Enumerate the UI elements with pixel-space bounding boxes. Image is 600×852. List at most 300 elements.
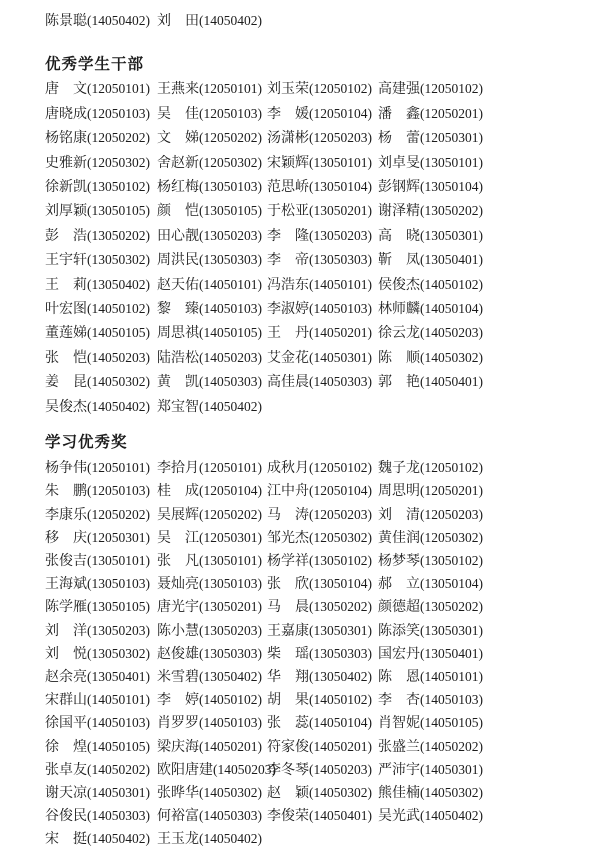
student-name: 陈景聪 (45, 14, 87, 29)
student-id: (14050303) (199, 374, 262, 390)
student-name: 唐 文 (45, 82, 87, 98)
award-entry (45, 77, 157, 101)
student-id: (14050302) (420, 349, 483, 365)
award-entry (267, 77, 378, 101)
student-id: (14050105) (87, 325, 150, 341)
student-id: (12050103) (87, 105, 150, 121)
award-entry (45, 224, 157, 248)
student-id: (14050201) (309, 738, 372, 754)
student-name: 舍赵新 (157, 155, 199, 171)
award-entry (157, 297, 267, 321)
award-entry (157, 550, 267, 573)
award-entry (267, 370, 378, 394)
award-entry (45, 620, 157, 643)
award-entry (378, 573, 582, 596)
student-name: 吴光武 (378, 809, 420, 825)
student-name: 柴 瑶 (267, 646, 309, 662)
award-entry (378, 596, 582, 619)
award-entry (378, 151, 582, 175)
award-entry (378, 346, 582, 370)
student-id: (14050105) (420, 715, 483, 731)
award-entry (45, 248, 157, 272)
student-id: (14050302) (199, 784, 262, 800)
award-entry (45, 321, 157, 345)
award-entry (267, 175, 378, 199)
student-id: (12050301) (420, 130, 483, 146)
student-name: 刘 清 (378, 507, 420, 523)
student-id: (14050203) (87, 349, 150, 365)
student-id: (12050103) (199, 105, 262, 121)
student-name: 林师麟 (378, 302, 420, 318)
student-name: 王玉龙 (157, 832, 199, 848)
student-name: 胡 果 (267, 693, 309, 709)
student-name: 赵俊雄 (157, 646, 199, 662)
student-name: 高建强 (378, 82, 420, 98)
student-id: (13050104) (309, 576, 372, 592)
award-entry (267, 346, 378, 370)
student-id: (13050402) (309, 668, 372, 684)
award-entry (378, 457, 582, 480)
student-id: (13050303) (199, 645, 262, 661)
award-entry (378, 805, 582, 828)
student-id: (14050103) (199, 715, 262, 731)
award-entry (45, 175, 157, 199)
award-entry (157, 805, 267, 828)
student-name: 徐国平 (45, 716, 87, 732)
student-name: 朱 鹏 (45, 484, 87, 500)
student-name: 宋颖辉 (267, 155, 309, 171)
student-id: (14050104) (309, 715, 372, 731)
student-id: (13050201) (309, 203, 372, 219)
student-name: 张 蕊 (267, 716, 309, 732)
student-name: 周洪民 (157, 253, 199, 269)
student-id: (13050104) (420, 179, 483, 195)
student-name: 李 媛 (267, 106, 309, 122)
student-name: 高 晓 (378, 228, 420, 244)
student-id: (14050103) (420, 692, 483, 708)
student-id: (13050402) (87, 276, 150, 292)
student-name: 黄 凯 (157, 375, 199, 391)
student-name: 李淑婷 (267, 302, 309, 318)
award-entry (378, 102, 582, 126)
student-id: (12050302) (420, 529, 483, 545)
student-name: 叶宏图 (45, 302, 87, 318)
student-id: (13050102) (87, 179, 150, 195)
student-id: (13050401) (420, 645, 483, 661)
student-id: (12050202) (87, 130, 150, 146)
student-name: 唐光宇 (157, 600, 199, 616)
student-name: 董莲娣 (45, 326, 87, 342)
award-entry (157, 102, 267, 126)
section-title-outstanding-student-cadres: 优秀学生干部 (45, 56, 145, 74)
student-name: 华 翔 (267, 669, 309, 685)
student-id: (14050303) (87, 808, 150, 824)
student-id: (14050102) (309, 692, 372, 708)
student-name: 张盛兰 (378, 739, 420, 755)
student-id: (13050104) (309, 179, 372, 195)
student-id: (13050102) (309, 552, 372, 568)
award-entry (45, 805, 157, 828)
student-id: (13050302) (87, 645, 150, 661)
award-entry (157, 126, 267, 150)
student-name: 谢泽精 (378, 204, 420, 220)
student-name: 徐 煌 (45, 739, 87, 755)
student-id: (12050103) (87, 483, 150, 499)
student-name: 彭钢辉 (378, 180, 420, 196)
student-id: (12050203) (309, 130, 372, 146)
student-id: (14050202) (87, 761, 150, 777)
student-name: 高佳晨 (267, 375, 309, 391)
award-entry (45, 126, 157, 150)
student-name: 颜德超 (378, 600, 420, 616)
student-name: 李 帝 (267, 253, 309, 269)
award-entry (45, 596, 157, 619)
student-id: (12050101) (199, 81, 262, 97)
cadres-entries-grid (45, 77, 582, 419)
student-id: (12050101) (87, 81, 150, 97)
student-name: 李拾月 (157, 461, 199, 477)
student-id: (14050301) (420, 761, 483, 777)
student-id: (12050202) (199, 506, 262, 522)
award-entry (267, 643, 378, 666)
award-entry (267, 457, 378, 480)
award-entry (157, 620, 267, 643)
student-name: 李 杏 (378, 693, 420, 709)
student-name: 陈 恩 (378, 669, 420, 685)
award-entry (45, 527, 157, 550)
student-name: 周思祺 (157, 326, 199, 342)
award-entry (45, 573, 157, 596)
student-id: (14050101) (87, 692, 150, 708)
award-entry (378, 480, 582, 503)
award-entry (378, 782, 582, 805)
award-entry (45, 550, 157, 573)
award-entry (45, 370, 157, 394)
student-id: (12050202) (87, 506, 150, 522)
student-name: 李康乐 (45, 507, 87, 523)
award-entry (157, 596, 267, 619)
award-entry (378, 643, 582, 666)
student-name: 刘卓旻 (378, 155, 420, 171)
student-name: 郭 艳 (378, 375, 420, 391)
student-id: (14050302) (309, 784, 372, 800)
student-name: 冯浩东 (267, 277, 309, 293)
student-id: (13050303) (309, 252, 372, 268)
award-entry (378, 689, 582, 712)
student-name: 王 莉 (45, 277, 87, 293)
student-id: (14050103) (199, 301, 262, 317)
student-id: (14050104) (420, 301, 483, 317)
award-entry (267, 102, 378, 126)
award-entry (267, 596, 378, 619)
student-id: (14050105) (87, 738, 150, 754)
student-name: 陆浩松 (157, 350, 199, 366)
student-id: (14050301) (87, 784, 150, 800)
student-id: (13050301) (420, 622, 483, 638)
student-name: 梁庆海 (157, 739, 199, 755)
section-outstanding-student-cadres (45, 56, 582, 419)
student-name: 范思峤 (267, 180, 309, 196)
student-id: (14050102) (420, 276, 483, 292)
student-id: (14050102) (199, 692, 262, 708)
student-id: (13050101) (87, 552, 150, 568)
award-entry (267, 504, 378, 527)
student-id: (14050402) (87, 13, 150, 28)
student-id: (12050104) (309, 105, 372, 121)
award-entry (267, 805, 378, 828)
award-entry (45, 9, 157, 33)
student-name: 马 涛 (267, 507, 309, 523)
student-name: 肖罗罗 (157, 716, 199, 732)
student-id: (14050203) (309, 761, 372, 777)
student-name: 杨争伟 (45, 461, 87, 477)
award-entry (45, 346, 157, 370)
award-entry (157, 736, 267, 759)
award-entry (157, 782, 267, 805)
continuation-row (45, 9, 582, 33)
student-name: 郑宝智 (157, 399, 199, 415)
student-name: 艾金花 (267, 350, 309, 366)
award-entry (45, 504, 157, 527)
award-entry (267, 273, 378, 297)
student-name: 江中舟 (267, 484, 309, 500)
award-entry (378, 248, 582, 272)
award-entry (157, 573, 267, 596)
student-name: 潘 鑫 (378, 106, 420, 122)
award-entry (45, 759, 157, 782)
student-name: 周思明 (378, 484, 420, 500)
student-id: (13050201) (199, 599, 262, 615)
student-id: (12050202) (199, 130, 262, 146)
student-name: 唐晓成 (45, 106, 87, 122)
student-name: 陈添笑 (378, 623, 420, 639)
student-name: 杨学祥 (267, 553, 309, 569)
student-name: 李俊荣 (267, 809, 309, 825)
student-id: (14050202) (420, 738, 483, 754)
student-id: (13050301) (309, 622, 372, 638)
student-name: 张 欣 (267, 577, 309, 593)
student-id: (13050303) (309, 645, 372, 661)
student-id: (13050203) (199, 227, 262, 243)
student-id: (13050202) (420, 203, 483, 219)
award-entry (378, 297, 582, 321)
section-title-academic-excellence-award: 学习优秀奖 (45, 434, 128, 452)
award-entry (378, 273, 582, 297)
award-entry (267, 736, 378, 759)
award-entry (267, 689, 378, 712)
award-entry (45, 273, 157, 297)
student-name: 靳 凤 (378, 253, 420, 269)
student-name: 刘 悦 (45, 646, 87, 662)
award-entry (45, 480, 157, 503)
student-name: 王海斌 (45, 577, 87, 593)
student-name: 颜 恺 (157, 204, 199, 220)
student-id: (14050103) (309, 301, 372, 317)
student-name: 张卓友 (45, 762, 87, 778)
award-entry (267, 527, 378, 550)
student-id: (14050105) (199, 325, 262, 341)
award-entry (378, 759, 582, 782)
award-entry (45, 712, 157, 735)
student-name: 杨 蕾 (378, 131, 420, 147)
student-id: (13050101) (199, 552, 262, 568)
student-name: 徐云龙 (378, 326, 420, 342)
student-id: (12050101) (199, 460, 262, 476)
student-id: (14050402) (420, 808, 483, 824)
award-entry (267, 126, 378, 150)
student-id: (14050303) (199, 808, 262, 824)
student-id: (13050401) (87, 668, 150, 684)
student-id: (13050103) (199, 179, 262, 195)
student-id: (14050101) (199, 276, 262, 292)
student-id: (14050402) (199, 831, 262, 847)
student-name: 陈学雁 (45, 600, 87, 616)
award-entry (267, 712, 378, 735)
award-entry (267, 297, 378, 321)
student-name: 杨红梅 (157, 180, 199, 196)
student-id: (12050102) (309, 460, 372, 476)
student-id: (14050401) (309, 808, 372, 824)
student-id: (13050303) (199, 252, 262, 268)
student-id: (13050301) (420, 227, 483, 243)
award-entry (378, 550, 582, 573)
student-id: (14050203) (213, 761, 276, 777)
award-entry (267, 550, 378, 573)
award-entry (267, 620, 378, 643)
award-entry (378, 175, 582, 199)
award-entry (267, 199, 378, 223)
award-entry (378, 620, 582, 643)
student-id: (14050402) (87, 398, 150, 414)
student-id: (13050203) (309, 227, 372, 243)
student-id: (13050104) (420, 576, 483, 592)
award-entry (157, 321, 267, 345)
award-entry (378, 126, 582, 150)
student-name: 邹光杰 (267, 530, 309, 546)
award-entry (157, 689, 267, 712)
student-id: (14050302) (87, 374, 150, 390)
award-entry (157, 527, 267, 550)
student-id: (14050401) (420, 374, 483, 390)
award-entry (378, 321, 582, 345)
student-id: (13050101) (420, 154, 483, 170)
award-entry (45, 457, 157, 480)
award-entry (45, 102, 157, 126)
award-entry (267, 224, 378, 248)
award-entry (157, 273, 267, 297)
student-id: (13050202) (309, 599, 372, 615)
student-id: (12050302) (87, 154, 150, 170)
student-name: 姜 昆 (45, 375, 87, 391)
student-name: 肖智妮 (378, 716, 420, 732)
student-id: (12050102) (420, 460, 483, 476)
student-name: 田心靓 (157, 228, 199, 244)
award-entry (267, 480, 378, 503)
award-entry (157, 346, 267, 370)
student-name: 谢天凉 (45, 785, 87, 801)
student-id: (12050102) (420, 81, 483, 97)
student-id: (12050104) (199, 483, 262, 499)
student-id: (14050201) (309, 325, 372, 341)
award-entry (157, 199, 267, 223)
student-name: 李 婷 (157, 693, 199, 709)
student-id: (14050402) (199, 13, 262, 28)
student-name: 欧阳唐建 (157, 762, 213, 778)
student-id: (12050201) (420, 105, 483, 121)
award-entry (157, 151, 267, 175)
student-id: (13050103) (199, 576, 262, 592)
student-id: (12050301) (87, 529, 150, 545)
student-name: 桂 成 (157, 484, 199, 500)
award-entry (378, 527, 582, 550)
award-entry (45, 782, 157, 805)
student-name: 陈小慧 (157, 623, 199, 639)
award-entry (267, 666, 378, 689)
student-name: 于松亚 (267, 204, 309, 220)
award-entry (378, 736, 582, 759)
student-name: 徐新凯 (45, 180, 87, 196)
student-id: (13050401) (420, 252, 483, 268)
award-entry (45, 395, 157, 419)
award-entry (378, 504, 582, 527)
award-entry (157, 643, 267, 666)
award-entry (157, 666, 267, 689)
student-id: (12050203) (309, 506, 372, 522)
excellence-entries-grid (45, 457, 582, 851)
student-name: 张晔华 (157, 785, 199, 801)
award-entry (157, 224, 267, 248)
student-name: 成秋月 (267, 461, 309, 477)
award-entry (378, 199, 582, 223)
student-id: (14050402) (87, 831, 150, 847)
student-name: 史雅新 (45, 155, 87, 171)
student-name: 王宇轩 (45, 253, 87, 269)
student-name: 彭 浩 (45, 228, 87, 244)
student-id: (13050101) (309, 154, 372, 170)
student-id: (13050302) (87, 252, 150, 268)
award-entry (267, 573, 378, 596)
student-id: (13050102) (420, 552, 483, 568)
student-id: (14050402) (199, 398, 262, 414)
student-id: (12050102) (309, 81, 372, 97)
award-entry (45, 666, 157, 689)
student-id: (14050203) (199, 349, 262, 365)
student-name: 赵天佑 (157, 277, 199, 293)
award-entry (157, 395, 267, 419)
student-name: 米雪碧 (157, 669, 199, 685)
student-name: 刘 洋 (45, 623, 87, 639)
student-name: 刘 田 (157, 14, 199, 29)
student-name: 赵 颖 (267, 785, 309, 801)
student-id: (13050105) (87, 203, 150, 219)
student-name: 张 凡 (157, 553, 199, 569)
student-name: 熊佳楠 (378, 785, 420, 801)
student-name: 张俊吉 (45, 553, 87, 569)
award-entry (378, 712, 582, 735)
student-name: 赵余亮 (45, 669, 87, 685)
student-name: 宋群山 (45, 693, 87, 709)
student-name: 谷俊民 (45, 809, 87, 825)
student-name: 吴展辉 (157, 507, 199, 523)
student-name: 宋 挺 (45, 832, 87, 848)
student-id: (13050103) (87, 576, 150, 592)
student-name: 杨梦琴 (378, 553, 420, 569)
student-name: 汤潇彬 (267, 131, 309, 147)
student-name: 王嘉康 (267, 623, 309, 639)
student-name: 吴 江 (157, 530, 199, 546)
student-name: 严沛宇 (378, 762, 420, 778)
student-id: (12050104) (309, 483, 372, 499)
